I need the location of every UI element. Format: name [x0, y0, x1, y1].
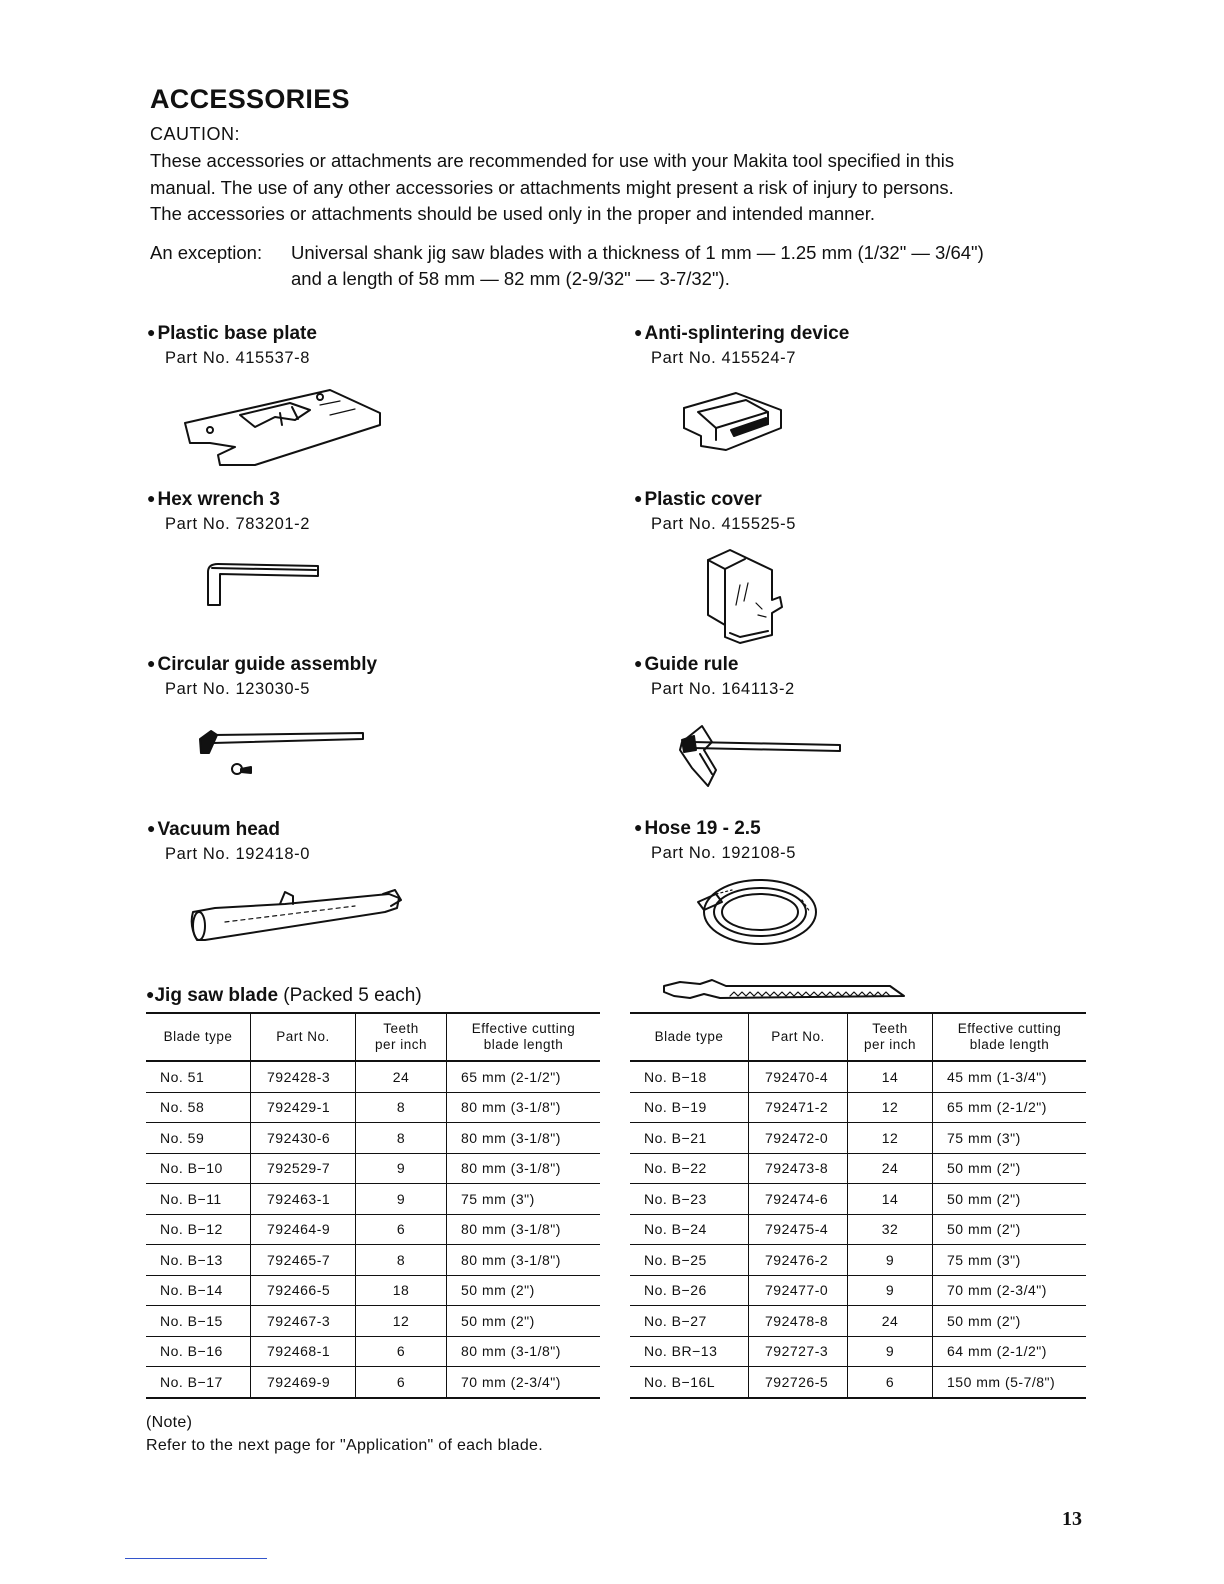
hex-wrench-icon: [200, 560, 325, 610]
blade-type-cell: No. BR−13: [630, 1336, 749, 1367]
item-part-number: Part No. 415524-7: [651, 349, 797, 367]
part-number-cell: 792430-6: [251, 1123, 356, 1154]
blade-type-cell: No. B−24: [630, 1214, 749, 1245]
anti-splintering-icon: [676, 388, 791, 458]
length-cell: 80 mm (3-1/8"): [447, 1153, 601, 1184]
item-name: ● Circular guide assembly: [147, 654, 378, 675]
teeth-cell: 12: [848, 1092, 933, 1123]
blade-type-cell: No. B−16L: [630, 1367, 749, 1398]
length-cell: 80 mm (3-1/8"): [447, 1336, 601, 1367]
table-row: [146, 1061, 600, 1092]
teeth-cell: 18: [356, 1275, 447, 1306]
note-label: (Note): [146, 1414, 193, 1431]
blade-type-cell: No. B−25: [630, 1245, 749, 1276]
blade-type-cell: No. B−26: [630, 1275, 749, 1306]
part-number-cell: 792475-4: [749, 1214, 848, 1245]
teeth-cell: 24: [848, 1306, 933, 1337]
blade-type-cell: No. B−19: [630, 1092, 749, 1123]
part-number-cell: 792477-0: [749, 1275, 848, 1306]
part-number-cell: 792468-1: [251, 1336, 356, 1367]
table-row: [630, 1306, 1086, 1337]
length-cell: 50 mm (2"): [933, 1153, 1087, 1184]
blade-type-cell: No. 51: [146, 1061, 251, 1092]
exception-line-2: and a length of 58 mm — 82 mm (2-9/32" — 3-7/32").: [291, 268, 730, 289]
part-number-cell: 792471-2: [749, 1092, 848, 1123]
item-name: ● Plastic base plate: [147, 323, 317, 344]
teeth-cell: 8: [356, 1123, 447, 1154]
caution-line: manual. The use of any other accessories or attachments might present a risk of injury to persons.: [150, 176, 954, 198]
part-number-cell: 792470-4: [749, 1061, 848, 1092]
length-cell: 50 mm (2"): [447, 1275, 601, 1306]
part-number-cell: 792472-0: [749, 1123, 848, 1154]
item-part-number: Part No. 783201-2: [165, 515, 311, 533]
blade-type-cell: No. B−15: [146, 1306, 251, 1337]
table-row: [146, 1153, 600, 1184]
header-teeth: Teeth per inch: [848, 1013, 933, 1061]
blade-table-left: [146, 1012, 600, 1399]
blade-type-cell: No. B−18: [630, 1061, 749, 1092]
length-cell: 75 mm (3"): [933, 1123, 1087, 1154]
length-cell: 65 mm (2-1/2"): [933, 1092, 1087, 1123]
header-length: Effective cutting blade length: [933, 1013, 1087, 1061]
item-part-number: Part No. 123030-5: [165, 680, 311, 698]
item-name: ● Guide rule: [634, 654, 739, 675]
length-cell: 65 mm (2-1/2"): [447, 1061, 601, 1092]
blade-type-cell: No. B−11: [146, 1184, 251, 1215]
teeth-cell: 8: [356, 1245, 447, 1276]
circular-guide-icon: [195, 725, 370, 780]
table-row: [630, 1184, 1086, 1215]
teeth-cell: 9: [848, 1245, 933, 1276]
item-part-number: Part No. 164113-2: [651, 680, 795, 698]
table-row: [630, 1275, 1086, 1306]
part-number-cell: 792466-5: [251, 1275, 356, 1306]
header-part-no: Part No.: [251, 1013, 356, 1061]
blade-type-cell: No. B−16: [146, 1336, 251, 1367]
item-name: ● Vacuum head: [147, 819, 280, 840]
table-row: [630, 1092, 1086, 1123]
guide-rule-icon: [672, 718, 847, 793]
item-part-number: Part No. 192108-5: [651, 844, 797, 862]
table-row: [146, 1184, 600, 1215]
length-cell: 150 mm (5-7/8"): [933, 1367, 1087, 1398]
blade-table-right: [630, 1012, 1086, 1399]
teeth-cell: 9: [356, 1153, 447, 1184]
table-row: [630, 1061, 1086, 1092]
hose-icon: [692, 872, 822, 952]
caution-label: CAUTION:: [150, 124, 241, 144]
part-number-cell: 792474-6: [749, 1184, 848, 1215]
vacuum-head-icon: [185, 882, 410, 944]
blade-type-cell: No. B−13: [146, 1245, 251, 1276]
blade-type-cell: No. 59: [146, 1123, 251, 1154]
page-number: 13: [1062, 1508, 1082, 1530]
teeth-cell: 14: [848, 1184, 933, 1215]
part-number-cell: 792726-5: [749, 1367, 848, 1398]
header-teeth: Teeth per inch: [356, 1013, 447, 1061]
part-number-cell: 792465-7: [251, 1245, 356, 1276]
plastic-cover-icon: [700, 545, 790, 650]
part-number-cell: 792529-7: [251, 1153, 356, 1184]
table-row: [146, 1123, 600, 1154]
part-number-cell: 792476-2: [749, 1245, 848, 1276]
teeth-cell: 8: [356, 1092, 447, 1123]
length-cell: 50 mm (2"): [933, 1306, 1087, 1337]
item-name: ● Plastic cover: [634, 489, 762, 510]
table-header-row: [146, 1013, 600, 1061]
teeth-cell: 14: [848, 1061, 933, 1092]
table-row: [146, 1214, 600, 1245]
exception-line-1: Universal shank jig saw blades with a thickness of 1 mm — 1.25 mm (1/32" — 3/64"): [291, 242, 984, 263]
length-cell: 80 mm (3-1/8"): [447, 1092, 601, 1123]
length-cell: 50 mm (2"): [447, 1306, 601, 1337]
part-number-cell: 792469-9: [251, 1367, 356, 1398]
teeth-cell: 6: [848, 1367, 933, 1398]
item-name: ● Anti-splintering device: [634, 323, 850, 344]
length-cell: 50 mm (2"): [933, 1184, 1087, 1215]
blade-type-cell: No. B−12: [146, 1214, 251, 1245]
length-cell: 70 mm (2-3/4"): [933, 1275, 1087, 1306]
blade-type-cell: No. B−22: [630, 1153, 749, 1184]
table-row: [630, 1123, 1086, 1154]
teeth-cell: 24: [848, 1153, 933, 1184]
header-length: Effective cutting blade length: [447, 1013, 601, 1061]
teeth-cell: 12: [848, 1123, 933, 1154]
teeth-cell: 9: [848, 1336, 933, 1367]
blade-type-cell: No. B−27: [630, 1306, 749, 1337]
footer-rule: [125, 1558, 267, 1559]
caution-line: The accessories or attachments should be used only in the proper and intended manner.: [150, 203, 876, 224]
header-part-no: Part No.: [749, 1013, 848, 1061]
blade-type-cell: No. B−17: [146, 1367, 251, 1398]
table-row: [630, 1214, 1086, 1245]
part-number-cell: 792467-3: [251, 1306, 356, 1337]
base-plate-icon: [180, 385, 390, 475]
part-number-cell: 792473-8: [749, 1153, 848, 1184]
item-name: ● Hose 19 - 2.5: [634, 818, 761, 839]
table-row: [630, 1245, 1086, 1276]
teeth-cell: 12: [356, 1306, 447, 1337]
length-cell: 80 mm (3-1/8"): [447, 1245, 601, 1276]
header-blade-type: Blade type: [630, 1013, 749, 1061]
table-row: [630, 1336, 1086, 1367]
teeth-cell: 32: [848, 1214, 933, 1245]
jig-saw-blade-icon: [660, 978, 910, 1004]
table-row: [146, 1306, 600, 1337]
table-row: [146, 1367, 600, 1398]
length-cell: 75 mm (3"): [447, 1184, 601, 1215]
teeth-cell: 6: [356, 1214, 447, 1245]
length-cell: 70 mm (2-3/4"): [447, 1367, 601, 1398]
part-number-cell: 792463-1: [251, 1184, 356, 1215]
length-cell: 75 mm (3"): [933, 1245, 1087, 1276]
teeth-cell: 9: [356, 1184, 447, 1215]
part-number-cell: 792464-9: [251, 1214, 356, 1245]
part-number-cell: 792727-3: [749, 1336, 848, 1367]
table-row: [630, 1367, 1086, 1398]
table-row: [146, 1092, 600, 1123]
teeth-cell: 24: [356, 1061, 447, 1092]
blade-type-cell: No. B−10: [146, 1153, 251, 1184]
teeth-cell: 6: [356, 1336, 447, 1367]
table-row: [146, 1275, 600, 1306]
blade-type-cell: No. B−14: [146, 1275, 251, 1306]
teeth-cell: 6: [356, 1367, 447, 1398]
blade-type-cell: No. 58: [146, 1092, 251, 1123]
table-row: [146, 1336, 600, 1367]
table-row: [146, 1245, 600, 1276]
length-cell: 80 mm (3-1/8"): [447, 1123, 601, 1154]
length-cell: 45 mm (1-3/4"): [933, 1061, 1087, 1092]
length-cell: 50 mm (2"): [933, 1214, 1087, 1245]
teeth-cell: 9: [848, 1275, 933, 1306]
length-cell: 64 mm (2-1/2"): [933, 1336, 1087, 1367]
item-part-number: Part No. 415525-5: [651, 515, 797, 533]
item-name: ● Hex wrench 3: [147, 489, 280, 510]
item-part-number: Part No. 415537-8: [165, 349, 311, 367]
table-header-row: [630, 1013, 1086, 1061]
part-number-cell: 792428-3: [251, 1061, 356, 1092]
caution-text: [150, 148, 1110, 228]
length-cell: 80 mm (3-1/8"): [447, 1214, 601, 1245]
part-number-cell: 792429-1: [251, 1092, 356, 1123]
table-row: [630, 1153, 1086, 1184]
caution-line: These accessories or attachments are recommended for use with your Makita tool specified in this: [150, 150, 955, 171]
blade-type-cell: No. B−23: [630, 1184, 749, 1215]
exception-label: An exception:: [150, 242, 263, 263]
note-text: Refer to the next page for "Application" of each blade.: [146, 1437, 543, 1454]
note: [146, 1411, 543, 1457]
blade-type-cell: No. B−21: [630, 1123, 749, 1154]
item-part-number: Part No. 192418-0: [165, 845, 311, 863]
part-number-cell: 792478-8: [749, 1306, 848, 1337]
jig-saw-title: ●Jig saw blade (Packed 5 each): [146, 985, 422, 1006]
header-blade-type: Blade type: [146, 1013, 251, 1061]
page-title: ACCESSORIES: [150, 84, 350, 114]
